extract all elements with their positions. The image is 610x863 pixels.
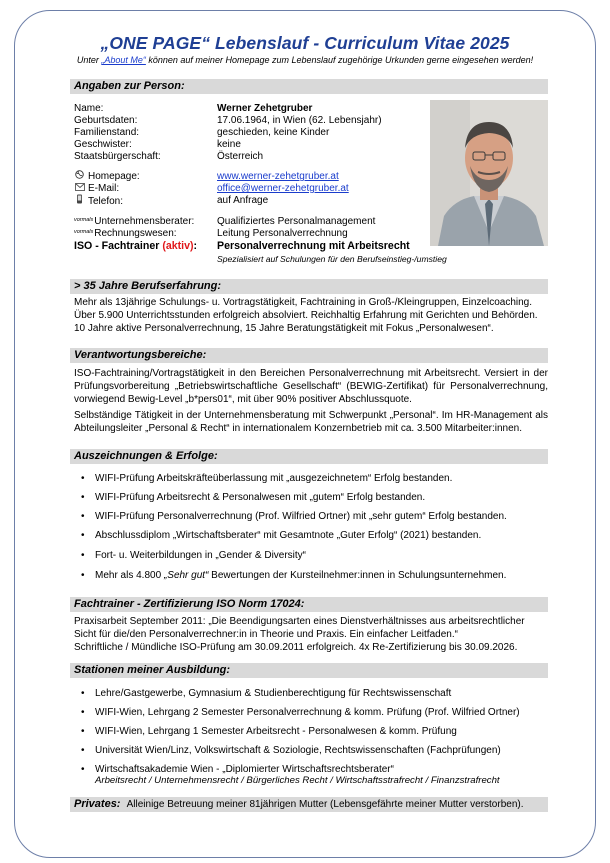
phone-value: auf Anfrage [217,195,269,206]
award-item: • Abschlussdiplom „Wirtschaftsberater“ mit Gesamtnote „Guter Erfolg“ (2021) bestanden. [95,529,481,542]
section-heading-education: Stationen meiner Ausbildung: [70,663,548,678]
award-item: • Fort- u. Weiterbildungen in „Gender & Diversity“ [95,549,306,562]
accounting-row [74,227,177,240]
experience-line-2: Über 5.900 Unterrichtsstunden erfolgreich absolviert. Reichhaltig Erfahrung mit Gerichten und Behörden. [74,310,538,321]
value-siblings: keine [217,139,241,150]
page-subtitle [0,55,610,67]
value-citizenship: Österreich [217,151,264,162]
consultant-value: Qualifiziertes Personalmanagement [217,216,376,227]
homepage-label: Homepage: [88,171,140,182]
iso-value: Personalverrechnung mit Arbeitsrecht [217,240,410,252]
experience-line-1: Mehr als 13jährige Schulungs- u. Vortragstätigkeit, Fachtraining in Groß-/Kleingruppen, Einzelcoaching. [74,297,533,308]
consultant-label: Unternehmensberater: [94,216,195,227]
reviews-prefix: Mehr als 4.800 [95,570,164,581]
iso-trainer-row [74,240,197,254]
label-birth: Geburtsdaten: [74,115,138,126]
homepage-link[interactable]: www.werner-zehetgruber.at [217,171,339,182]
education-item: • Lehre/Gastgewerbe, Gymnasium & Studienberechtigung für Rechtswissenschaft [95,687,451,700]
section-heading-personal: Angaben zur Person: [70,79,548,94]
private-heading: Privates: [74,798,121,810]
vormals-note: vormals [74,217,94,223]
responsibility-paragraph-2: Selbständige Tätigkeit in der Unternehmensberatung mit Schwerpunkt „Personal“. Im HR-Management als Abteilungsleiter „Personal & Recht“ in internationalem Konzernbetrieb mit ca. 3.500 Mitarbeiter:innen. [74,410,548,434]
education-item: • WIFI-Wien, Lehrgang 1 Semester Arbeitsrecht - Personalwesen & komm. Prüfung [95,725,457,738]
value-family: geschieden, keine Kinder [217,127,330,138]
email-link[interactable]: office@werner-zehetgruber.at [217,183,349,194]
experience-line-3: 10 Jahre aktive Personalverrechnung, 15 Jahre Beratungstätigkeit mit Fokus „Personalwesen“. [74,323,494,334]
label-family: Familienstand: [74,127,140,138]
iso-line-2: Sicht für die/den Personalverrechner:in in Theorie und Praxis. Ein einfacher Leitfaden.“ [74,629,458,640]
subtitle-suffix: können auf meiner Homepage zum Lebenslauf zugehörige Urkunden gerne eingesehen werden! [145,55,534,65]
reviews-suffix: Bewertungen der Kursteilnehmer:innen in Schulungsunternehmen. [208,570,507,581]
phone-label: Telefon: [88,196,124,207]
accounting-label: Rechnungswesen: [94,228,177,239]
award-item: • WIFI-Prüfung Arbeitsrecht & Personalwesen mit „gutem“ Erfolg bestanden. [95,491,425,504]
iso-line-1: Praxisarbeit September 2011: „Die Beendigungsarten eines Dienstverhältnisses aus arbeitsrechtlicher [74,616,525,627]
iso-colon: : [193,240,198,252]
label-name: Name: [74,103,104,114]
award-item: • WIFI-Prüfung Personalverrechnung (Prof. Wilfried Ortner) mit „sehr gutem“ Erfolg bestanden. [95,510,507,523]
education-subjects: Arbeitsrecht / Unternehmensrecht / Bürgerliches Recht / Wirtschaftsstrafrecht / Finanzstrafrecht [95,775,500,786]
label-citizenship: Staatsbürgerschaft: [74,151,161,162]
section-heading-experience: > 35 Jahre Berufserfahrung: [70,279,548,294]
education-item: • Universität Wien/Linz, Volkswirtschaft & Soziologie, Rechtswissenschaften (Fachprüfungen) [95,744,501,757]
education-item: • Wirtschaftsakademie Wien - „Diplomierter Wirtschaftsrechtsberater“ [95,763,394,776]
education-item-subjects [95,775,500,787]
section-heading-responsibility: Verantwortungsbereiche: [70,348,548,363]
iso-active-badge: (aktiv) [162,240,194,252]
iso-label: ISO - Fachtrainer [74,240,160,252]
education-item: • WIFI-Wien, Lehrgang 2 Semester Personalverrechnung & komm. Prüfung (Prof. Wilfried Ortner) [95,706,520,719]
reviews-rating: „Sehr gut“ [163,570,209,581]
iso-line-3: Schriftliche / Mündliche ISO-Prüfung am 30.09.2011 erfolgreich. 4x Re-Zertifizierung bis 30.09.2026. [74,642,518,653]
section-heading-awards: Auszeichnungen & Erfolge: [70,449,548,464]
value-birth: 17.06.1964, in Wien (62. Lebensjahr) [217,115,382,126]
label-siblings: Geschwister: [74,139,132,150]
accounting-value: Leitung Personalverrechnung [217,228,348,239]
envelope-icon [74,183,85,195]
award-item-reviews [95,569,506,582]
about-me-link[interactable]: „About Me“ [101,55,146,65]
subtitle-prefix: Unter [76,55,102,65]
portrait-photo [430,100,548,246]
phone-row [74,194,123,208]
vormals-note: vormals [74,229,94,235]
section-heading-iso: Fachtrainer - Zertifizierung ISO Norm 17024: [70,597,548,612]
responsibility-paragraph-1: ISO-Fachtraining/Vortragstätigkeit in den Bereichen Personalverrechnung mit Arbeitsrecht. Versiert in der Prüfungsvorbereitung „Betriebswirtschaftliche Gesellschaft“ (BEWIG-Zertifikat) für Personalverrechnung, vorwiegend Bewig-Level „b*pers01“, mit über 90% positiver Abschlussquote. [74,368,548,405]
value-name: Werner Zehetgruber [217,103,313,114]
private-text: Alleinige Betreuung meiner 81jährigen Mutter (Lebensgefährte meiner Mutter verstorben). [126,799,524,810]
phone-icon [74,194,85,208]
email-label: E-Mail: [88,183,120,194]
page-title: „ONE PAGE“ Lebenslauf - Curriculum Vitae 2025 [100,33,510,53]
award-item: • WIFI-Prüfung Arbeitskräfteüberlassung mit „ausgezeichnetem“ Erfolg bestanden. [95,472,452,485]
section-private [70,797,548,812]
globe-icon [74,170,85,183]
iso-specialization: Spezialisiert auf Schulungen für den Berufseinstieg-/umstieg [217,254,447,264]
